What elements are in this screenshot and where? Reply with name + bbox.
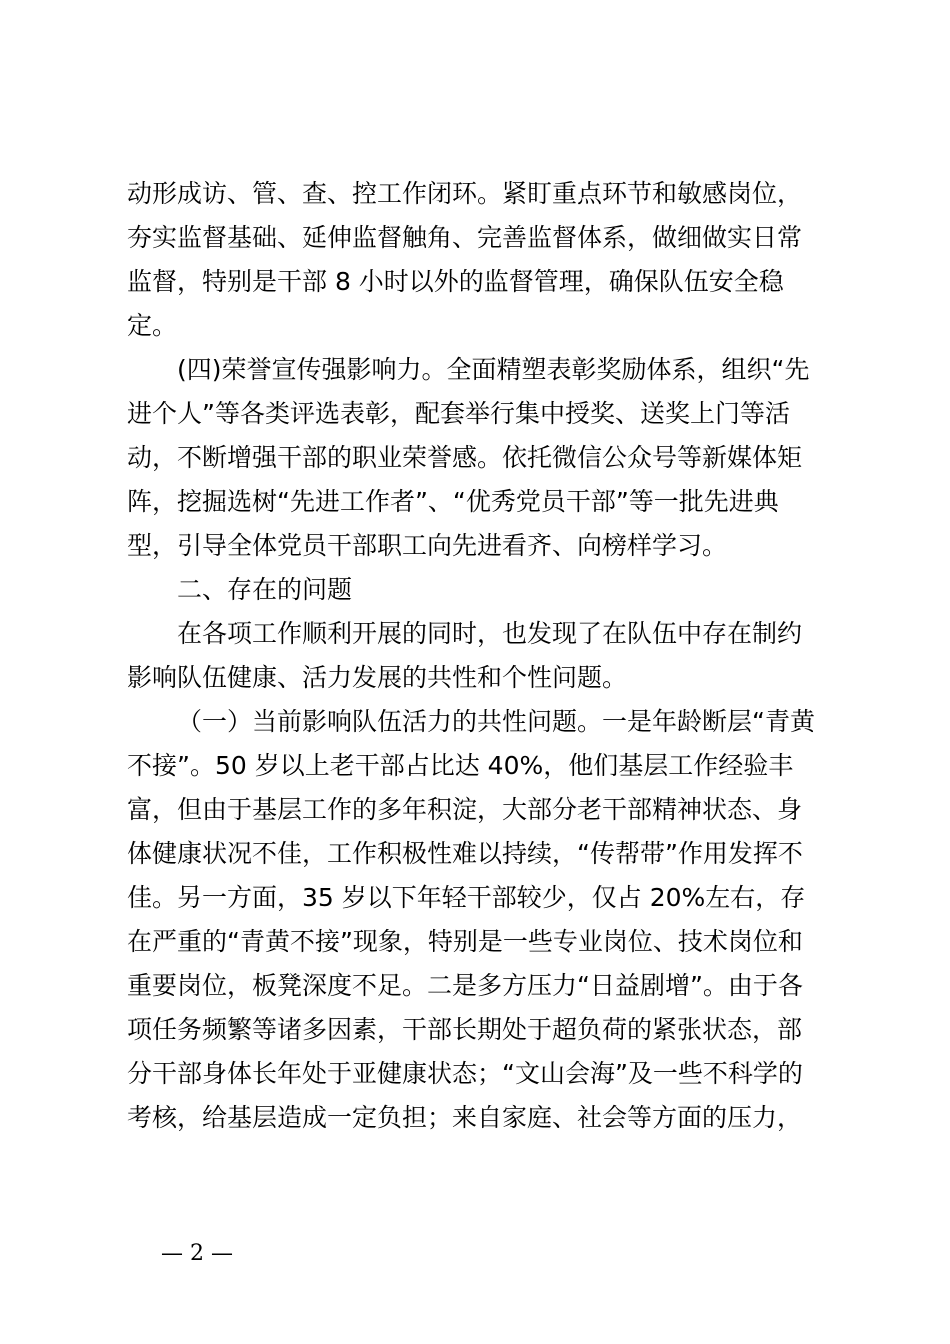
body-text — [127, 172, 827, 1140]
text-line: 在严重的“青黄不接”现象，特别是一些专业岗位、技术岗位和 — [127, 927, 803, 956]
text-line: 项任务频繁等诸多因素，干部长期处于超负荷的紧张状态，部 — [127, 1015, 803, 1044]
text-line: 型，引导全体党员干部职工向先进看齐、向榜样学习。 — [127, 531, 728, 560]
text-line: 阵，挖掘选树“先进工作者”、“优秀党员干部”等一批先进典 — [127, 487, 779, 516]
text-line: 监督，特别是干部 8 小时以外的监督管理，确保队伍安全稳 — [127, 267, 784, 296]
page-number: — 2 — — [161, 1241, 233, 1266]
text-line: 动，不断增强干部的职业荣誉感。依托微信公众号等新媒体矩 — [127, 443, 803, 472]
text-line: 重要岗位，板凳深度不足。二是多方压力“日益剧增”。由于各 — [127, 971, 803, 1000]
text-line: 定。 — [127, 311, 178, 340]
text-line: 分干部身体长年处于亚健康状态；“文山会海”及一些不科学的 — [127, 1059, 803, 1088]
text-line: 影响队伍健康、活力发展的共性和个性问题。 — [127, 663, 628, 692]
text-line: 佳。另一方面，35 岁以下年轻干部较少，仅占 20%左右，存 — [127, 883, 806, 912]
text-line: 动形成访、管、查、控工作闭环。紧盯重点环节和敏感岗位， — [127, 179, 803, 208]
text-line: 考核，给基层造成一定负担；来自家庭、社会等方面的压力， — [127, 1103, 803, 1132]
text-line: 夯实监督基础、延伸监督触角、完善监督体系，做细做实日常 — [127, 223, 803, 252]
text-line: 进个人”等各类评选表彰，配套举行集中授奖、送奖上门等活 — [127, 399, 790, 428]
text-line: 体健康状况不佳，工作积极性难以持续，“传帮带”作用发挥不 — [127, 839, 803, 868]
paragraph-start-line: 在各项工作顺利开展的同时，也发现了在队伍中存在制约 — [177, 619, 803, 648]
text-line: 富，但由于基层工作的多年积淀，大部分老干部精神状态、身 — [127, 795, 803, 824]
paragraph-start-line: （一）当前影响队伍活力的共性问题。一是年龄断层“青黄 — [177, 707, 815, 736]
section-heading: 二、存在的问题 — [177, 575, 353, 604]
text-line: 不接”。50 岁以上老干部占比达 40%，他们基层工作经验丰 — [127, 751, 794, 780]
paragraph-start-line: (四)荣誉宣传强影响力。全面精塑表彰奖励体系，组织“先 — [177, 355, 810, 384]
